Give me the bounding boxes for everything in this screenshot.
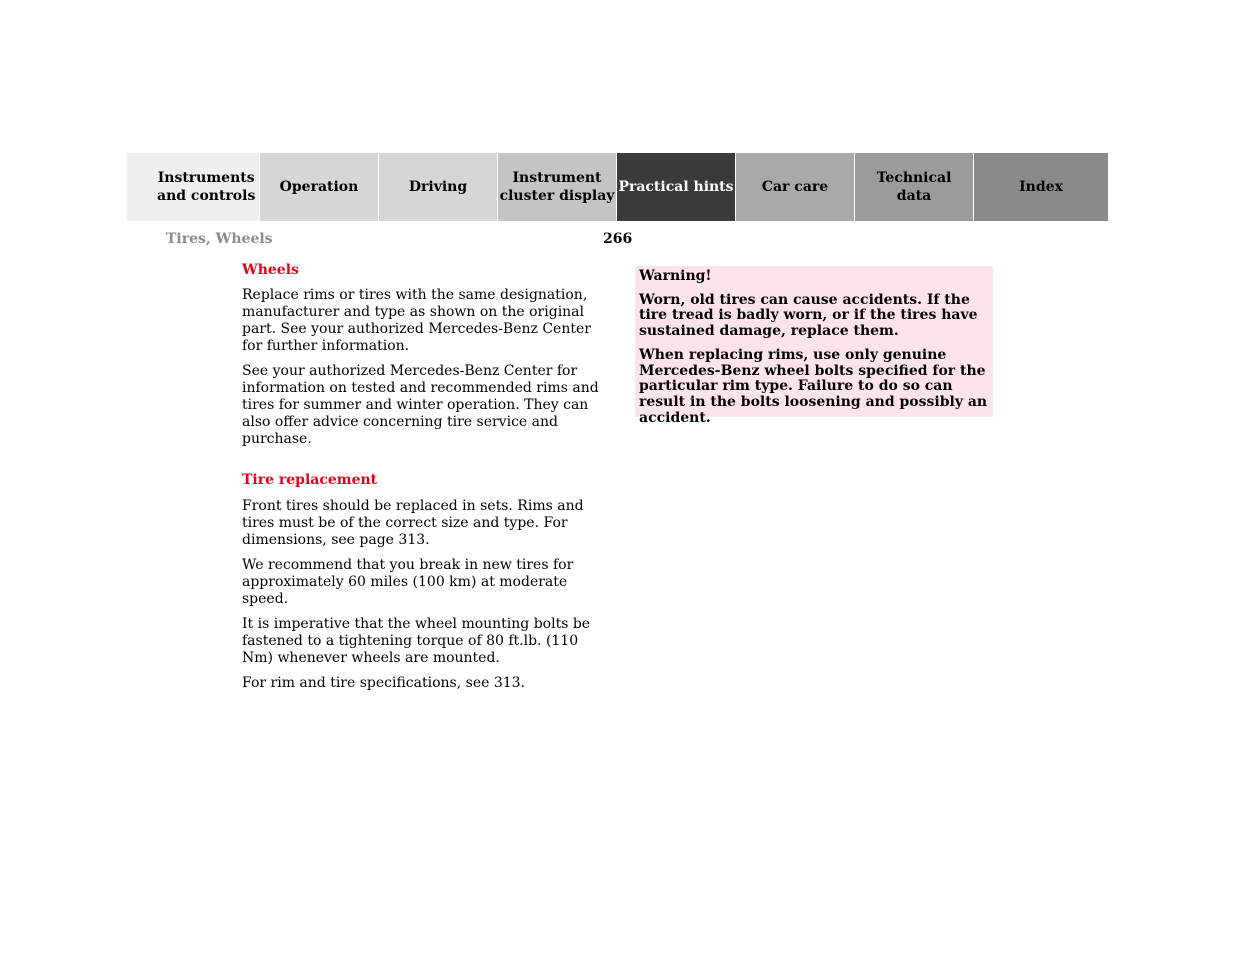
- tire-paragraph-1: Front tires should be replaced in sets. Rims and tires must be of the correct size and type. For dimensions, see page 313.: [242, 498, 584, 548]
- tire-paragraph-4: For rim and tire specifications, see 313.: [242, 675, 526, 691]
- tab-index[interactable]: Index: [973, 153, 1108, 221]
- warning-box: [635, 266, 993, 426]
- tab-instrument-cluster-display[interactable]: Instrument cluster display: [497, 153, 616, 221]
- wheels-paragraph-2: See your authorized Mercedes-Benz Center for information on tested and recommended rims and tires for summer and winter operation. They can also offer advice concerning tire service and purchase.: [242, 363, 599, 447]
- warning-paragraph-2: When replacing rims, use only genuine Mercedes-Benz wheel bolts specified for the particular rim type. Failure to do so can result in the bolts loosening and possibly an accident.: [639, 346, 988, 426]
- warning-title: Warning!: [639, 268, 712, 284]
- main-text-column: [242, 262, 602, 700]
- tab-operation[interactable]: Operation: [259, 153, 378, 221]
- warning-paragraph-1: Worn, old tires can cause accidents. If the tire tread is badly worn, or if the tires have sustained damage, replace them.: [639, 291, 978, 340]
- tab-car-care[interactable]: Car care: [735, 153, 854, 221]
- tire-replacement-heading: Tire replacement: [242, 472, 378, 488]
- tab-driving[interactable]: Driving: [378, 153, 497, 221]
- tab-practical-hints[interactable]: Practical hints: [616, 153, 735, 221]
- tire-paragraph-2: We recommend that you break in new tires for approximately 60 miles (100 km) at moderate speed.: [242, 557, 574, 607]
- tab-instruments-and-controls[interactable]: Instruments and controls: [127, 153, 259, 221]
- tire-paragraph-3: It is imperative that the wheel mounting bolts be fastened to a tightening torque of 80 ft.lb. (110 Nm) whenever wheels are mounted.: [242, 616, 591, 666]
- section-title: Tires, Wheels: [166, 231, 273, 247]
- chapter-tabs: [127, 153, 1108, 221]
- wheels-heading: Wheels: [242, 262, 299, 278]
- tab-technical-data[interactable]: Technical data: [854, 153, 973, 221]
- page-number: 266: [603, 231, 633, 247]
- wheels-paragraph-1: Replace rims or tires with the same designation, manufacturer and type as shown on the original part. See your authorized Mercedes-Benz Center for further information.: [242, 287, 591, 354]
